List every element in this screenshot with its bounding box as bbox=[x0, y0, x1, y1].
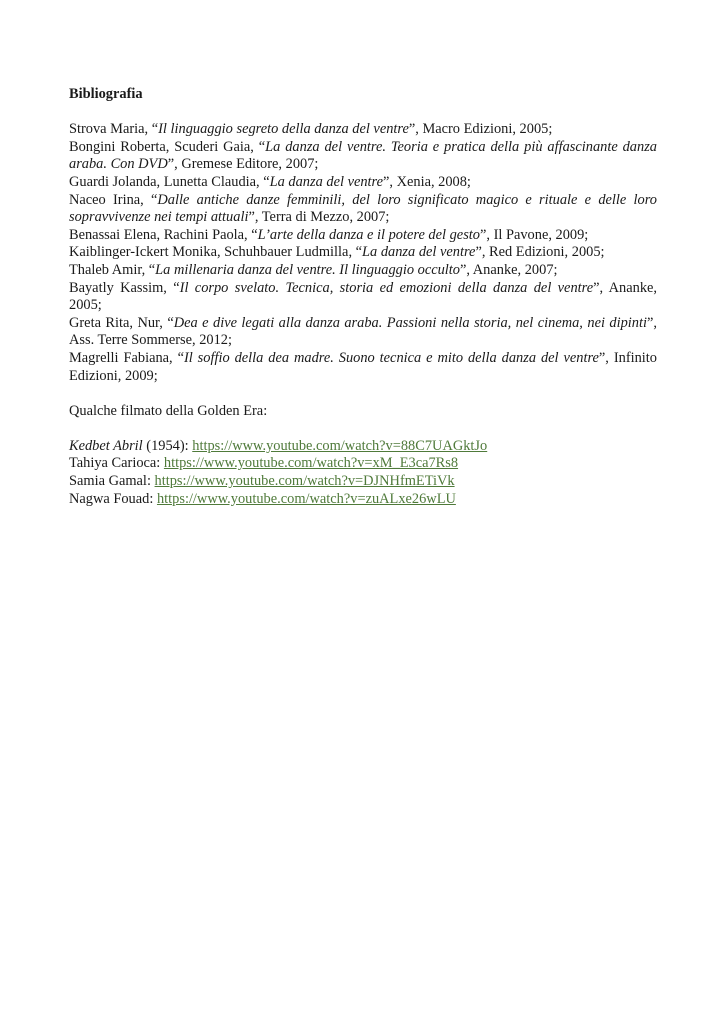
entry-publication: ”, Red Edizioni, 2005; bbox=[475, 244, 605, 261]
film-label-suffix: (1954): bbox=[142, 437, 193, 454]
entry-publication: ”, Xenia, 2008; bbox=[383, 173, 471, 190]
entry-author: Kaiblinger-Ickert Monika, Schuhbauer Ludmilla bbox=[69, 244, 349, 261]
entry-author: Thaleb Amir bbox=[69, 261, 142, 278]
film-label: Kedbet Abril bbox=[69, 437, 143, 454]
film-label: Samia Gamal bbox=[69, 473, 147, 490]
bibliography-entry bbox=[69, 139, 657, 174]
films-heading: Qualche filmato della Golden Era: bbox=[69, 402, 268, 419]
film-entry bbox=[69, 491, 657, 509]
entry-separator: , “ bbox=[159, 314, 174, 331]
entry-publication: ”, Infinito Edizioni, 2009; bbox=[69, 349, 657, 384]
entry-author: Magrelli Fabiana bbox=[69, 349, 170, 366]
bibliography-entry bbox=[69, 227, 657, 245]
entry-separator: , “ bbox=[256, 173, 270, 190]
entry-publication: ”, Macro Edizioni, 2005; bbox=[408, 121, 553, 138]
entry-publication: ”, Ananke, 2007; bbox=[460, 261, 558, 278]
bibliography-list bbox=[69, 121, 657, 385]
entry-publication: ”, Il Pavone, 2009; bbox=[480, 226, 589, 243]
entry-author: Bongini Roberta, Scuderi Gaia bbox=[69, 138, 251, 155]
bibliography-entry bbox=[69, 315, 657, 350]
entry-separator: , “ bbox=[348, 244, 363, 261]
bibliography-entry bbox=[69, 174, 657, 192]
entry-author: Greta Rita, Nur bbox=[69, 314, 160, 331]
bibliography-entry bbox=[69, 121, 657, 139]
film-entry bbox=[69, 455, 657, 473]
entry-separator: , “ bbox=[250, 138, 266, 155]
entry-publication: ”, Ass. Terre Sommerse, 2012; bbox=[69, 314, 657, 349]
film-link[interactable]: https://www.youtube.com/watch?v=xM_E3ca7Rs8 bbox=[163, 455, 459, 472]
entry-publication: ”, Ananke, 2005; bbox=[69, 279, 658, 314]
entry-title: Dea e dive legati alla danza araba. Passioni nella storia, nel cinema, nei dipinti bbox=[173, 314, 647, 331]
entry-separator: , “ bbox=[244, 226, 258, 243]
entry-separator: , “ bbox=[141, 261, 156, 278]
entry-title: La danza del ventre bbox=[362, 244, 476, 261]
film-label: Nagwa Fouad bbox=[69, 490, 150, 507]
entry-title: La danza del ventre. Teoria e pratica della più affascinante danza araba. Con DVD bbox=[69, 138, 657, 173]
bibliography-entry bbox=[69, 244, 657, 262]
entry-separator: , “ bbox=[163, 279, 180, 296]
film-link[interactable]: https://www.youtube.com/watch?v=DJNHfmETiVk bbox=[154, 473, 455, 490]
entry-publication: ”, Gremese Editore, 2007; bbox=[167, 156, 319, 173]
film-entry bbox=[69, 473, 657, 491]
entry-title: Dalle antiche danze femminili, del loro significato magico e rituale e delle loro sopravvivenze nei tempi attuali bbox=[69, 191, 657, 226]
entry-title: L’arte della danza e il potere del gesto bbox=[257, 226, 480, 243]
film-entry bbox=[69, 438, 657, 456]
entry-author: Benassai Elena, Rachini Paola bbox=[69, 226, 245, 243]
film-label-suffix: : bbox=[149, 490, 157, 507]
entry-author: Bayatly Kassim bbox=[69, 279, 164, 296]
film-label-suffix: : bbox=[146, 473, 155, 490]
entry-title: La millenaria danza del ventre. Il linguaggio occulto bbox=[155, 261, 460, 278]
entry-separator: , “ bbox=[140, 191, 158, 208]
film-label-suffix: : bbox=[156, 455, 164, 472]
bibliography-entry bbox=[69, 350, 657, 385]
film-link[interactable]: https://www.youtube.com/watch?v=88C7UAGktJo bbox=[192, 437, 488, 454]
entry-publication: ”, Terra di Mezzo, 2007; bbox=[248, 209, 390, 226]
bibliography-entry bbox=[69, 262, 657, 280]
film-label: Tahiya Carioca bbox=[69, 455, 157, 472]
bibliography-entry bbox=[69, 280, 657, 315]
entry-title: La danza del ventre bbox=[269, 173, 384, 190]
entry-title: Il corpo svelato. Tecnica, storia ed emozioni della danza del ventre bbox=[179, 279, 594, 296]
films-list bbox=[69, 438, 657, 508]
entry-title: Il linguaggio segreto della danza del ventre bbox=[158, 121, 409, 138]
entry-author: Naceo Irina bbox=[69, 191, 141, 208]
page-title: Bibliografia bbox=[69, 86, 143, 102]
entry-author: Strova Maria bbox=[69, 121, 145, 138]
entry-author: Guardi Jolanda, Lunetta Claudia bbox=[69, 173, 257, 190]
entry-separator: , “ bbox=[169, 349, 184, 366]
bibliography-entry bbox=[69, 192, 657, 227]
document-page bbox=[69, 86, 657, 508]
entry-title: Il soffio della dea madre. Suono tecnica e mito della danza del ventre bbox=[183, 349, 599, 366]
film-link[interactable]: https://www.youtube.com/watch?v=zuALxe26wLU bbox=[156, 490, 456, 507]
entry-separator: , “ bbox=[144, 121, 159, 138]
